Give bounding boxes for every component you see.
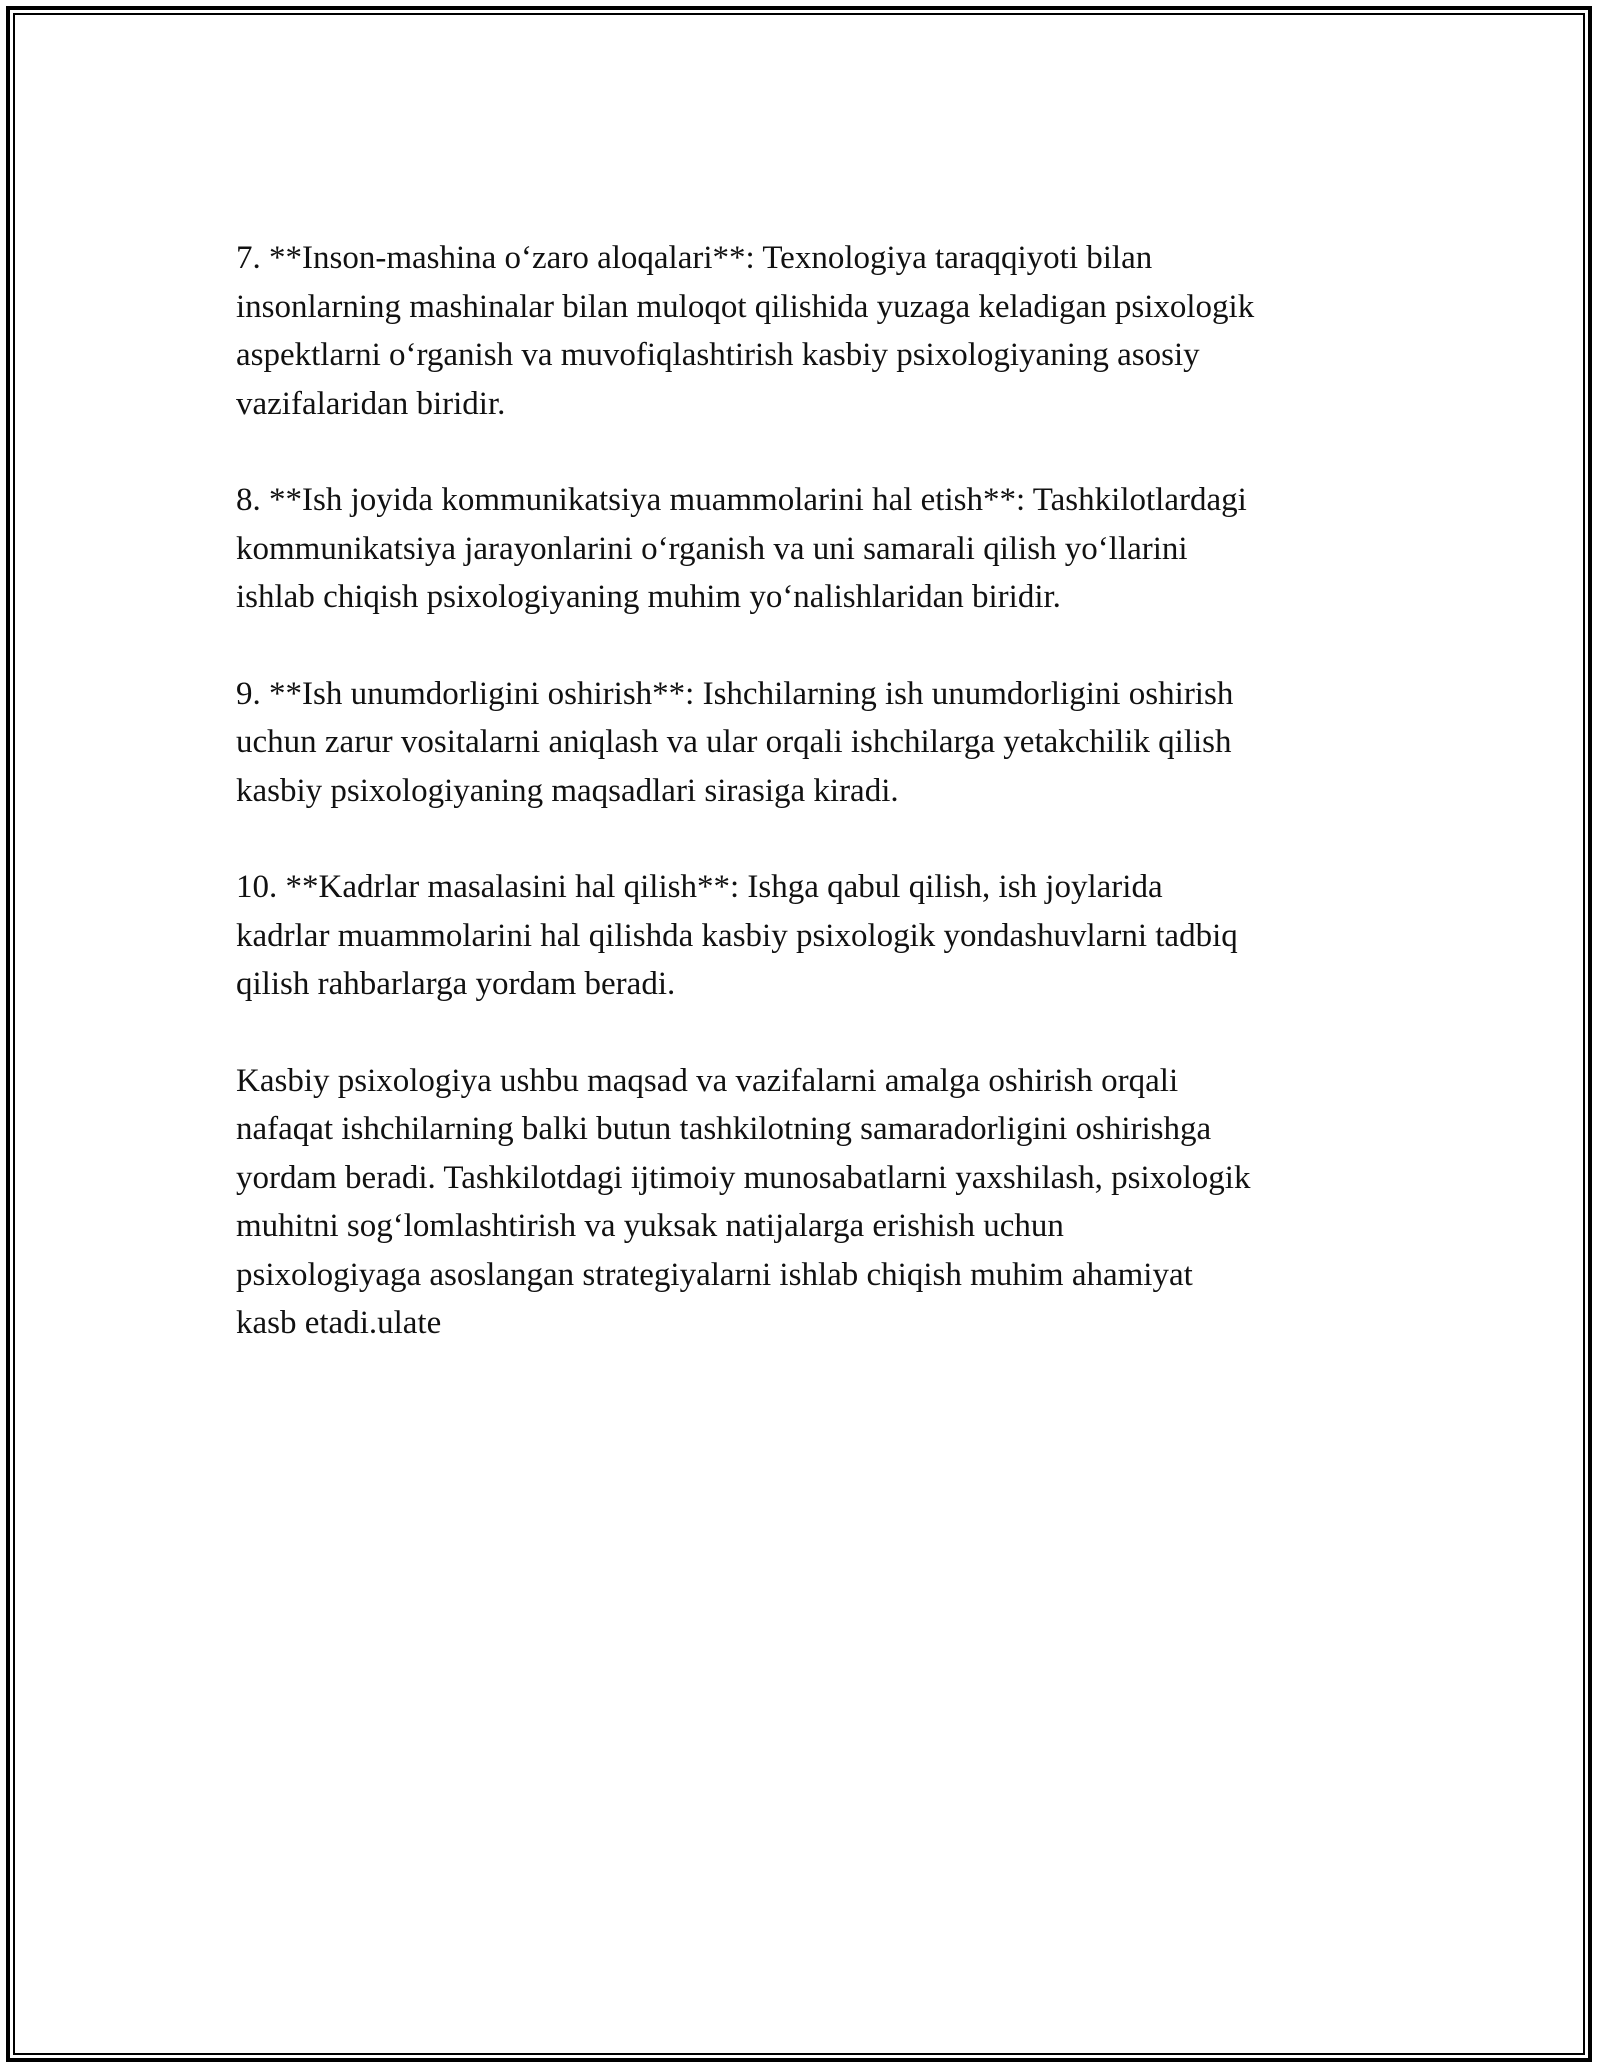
paragraph-item-7: 7. **Inson-mashina o‘zaro aloqalari**: Texnologiya taraqqiyoti bilan insonlarning mashinalar bilan muloqot qilishida yuzaga keladigan psixologik aspektlarni o‘rganish va muvofiqlashtirish kasbiy psixologiyaning asosiy vazifalaridan biridir. <box>236 240 1255 422</box>
paragraph-item-8: 8. **Ish joyida kommunikatsiya muammolarini hal etish**: Tashkilotlardagi kommunikatsiya jarayonlarini o‘rganish va uni samarali qilish yo‘llarini ishlab chiqish psixologiyaning muhim yo‘nalishlaridan biridir. <box>236 482 1247 615</box>
paragraph-item-9: 9. **Ish unumdorligini oshirish**: Ishchilarning ish unumdorligini oshirish uchun zarur vositalarni aniqlash va ular orqali ishchilarga yetakchilik qilish kasbiy psixologiyaning maqsadlari sirasiga kiradi. <box>236 675 1234 809</box>
document-body <box>236 234 1376 1396</box>
conclusion-paragraph: Kasbiy psixologiya ushbu maqsad va vazifalarni amalga oshirish orqali nafaqat ishchilarning balki butun tashkilotning samaradorligini oshirishga yordam beradi. Tashkilotdagi ijtimoiy munosabatlarni yaxshilash, psixologik muhitni sog‘lomlashtirish va yuksak natijalarga erishish uchun psixologiyaga asoslangan strategiyalarni ishlab chiqish muhim ahamiyat kasb etadi.ulate <box>236 1062 1251 1341</box>
paragraph-item-10: 10. **Kadrlar masalasini hal qilish**: Ishga qabul qilish, ish joylarida kadrlar muammolarini hal qilishda kasbiy psixologik yondashuvlarni tadbiq qilish rahbarlarga yordam beradi. <box>236 869 1238 1002</box>
